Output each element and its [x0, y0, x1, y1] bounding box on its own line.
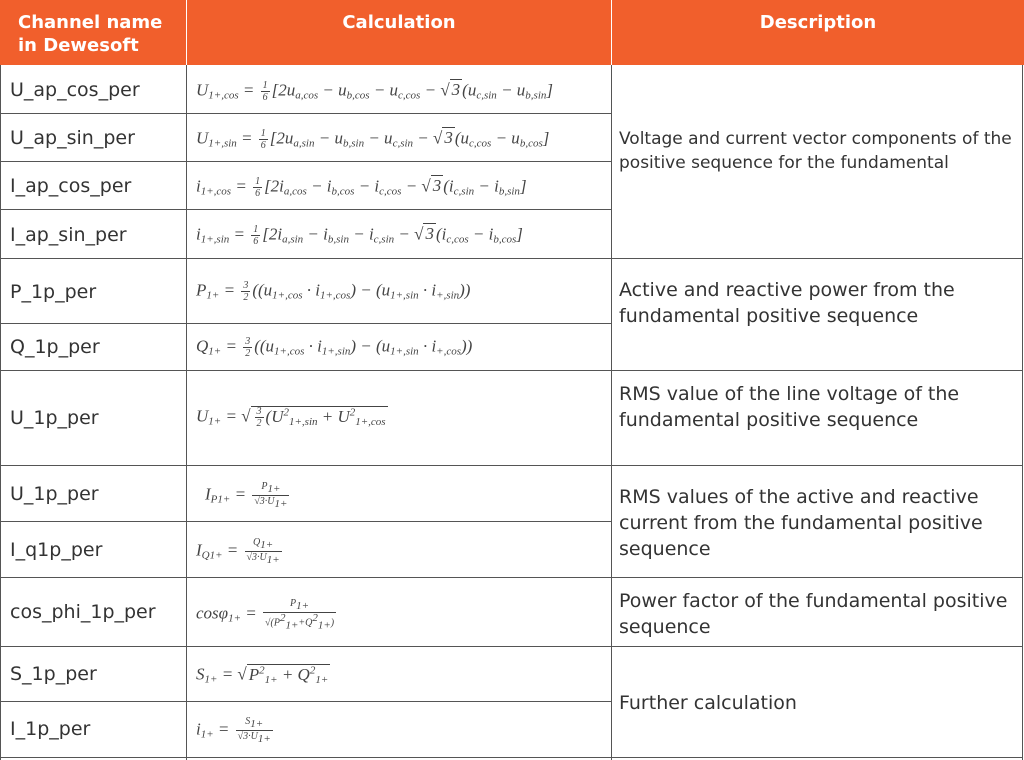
channel-name: S_1p_per [10, 663, 97, 685]
description: Voltage and current vector components of the positive sequence for the fundamental [619, 129, 1012, 173]
grid-line [0, 465, 1023, 466]
grid-line [0, 161, 612, 162]
formula: $U_{1+}$ = √ $\frac{3}{2}$ ($U^2_{1+,sin} + U^2_{1+,cos}$ [196, 406, 386, 430]
header-channel-line2: in Dewesoft [18, 35, 139, 56]
description: Further calculation [619, 692, 797, 714]
description: RMS values of the active and reactive current from the fundamental positive sequence [619, 486, 983, 560]
channel-name: U_1p_per [10, 483, 99, 505]
formula: cosφ$_{1+}$ = $\frac{P_{1+}}{√(P^2_{1+}+Q^2_{1+})}$ [196, 598, 335, 632]
grid-line [0, 323, 612, 324]
formula: $U_{1+,sin}$ = $\frac{1}{6}$ [$2u_{a,sin} - u_{b,sin} - u_{c,sin}$ − √ 3 $(u_{c,cos} - u_{b,cos}]$ [196, 128, 550, 151]
description: Active and reactive power from the fundamental positive sequence [619, 279, 955, 327]
grid-line [0, 757, 1023, 758]
grid-line [1022, 65, 1023, 760]
formula: $i_{1+}$ = $\frac{S_{1+}}{√3\cdot U_{1+}}$ [196, 716, 271, 745]
formula: $I_{P1+}$ = $\frac{P_{1+}}{√3\cdot U_{1+}}$ [205, 481, 288, 510]
header-calculation-label: Calculation [342, 12, 456, 33]
grid-line [0, 701, 612, 702]
channel-name: I_ap_sin_per [10, 224, 127, 246]
grid-line [0, 113, 612, 114]
channel-name: U_ap_cos_per [10, 79, 140, 101]
description: RMS value of the line voltage of the fundamental positive sequence [619, 383, 960, 431]
formula: $U_{1+,cos}$ = $\frac{1}{6}$ [$2u_{a,cos} - u_{b,cos} - u_{c,cos}$ − √ 3 $(u_{c,sin} - u_{b,sin}]$ [196, 80, 554, 103]
formula: $i_{1+,sin}$ = $\frac{1}{6}$ [$2i_{a,sin} - i_{b,sin} - i_{c,sin}$ − √ 3 $(i_{c,cos} - i_{b,cos}]$ [196, 224, 523, 247]
grid-line [0, 258, 1023, 259]
formula: $i_{1+,cos}$ = $\frac{1}{6}$ [$2i_{a,cos} - i_{b,cos} - i_{c,cos}$ − √ 3 $(i_{c,sin} - i_{b,sin}]$ [196, 176, 527, 199]
channel-name: P_1p_per [10, 281, 97, 303]
channel-name: U_ap_sin_per [10, 127, 135, 149]
channel-name: cos_phi_1p_per [10, 601, 156, 623]
header-description-label: Description [759, 12, 877, 33]
header-description [612, 0, 1024, 65]
channel-name: I_ap_cos_per [10, 175, 132, 197]
grid-line [0, 65, 1, 760]
channel-name: I_1p_per [10, 718, 91, 740]
formula: $Q_{1+}$ = $\frac{3}{2}$ $((u_{1+,cos} \cdot i_{1+,sin}) - (u_{1+,sin} \cdot i_{+,cos}))$ [196, 336, 473, 359]
grid-line [0, 209, 612, 210]
header-channel-name [0, 0, 186, 65]
header-divider [611, 0, 612, 65]
grid-line [611, 65, 612, 760]
grid-line [186, 65, 187, 760]
grid-line [0, 370, 1023, 371]
formula: $S_{1+}$ = √ $P^2_{1+} + Q^2_{1+}$ [196, 664, 329, 686]
description: Power factor of the fundamental positive sequence [619, 590, 1008, 638]
header-channel-line1: Channel name [18, 12, 163, 33]
header-calculation [187, 0, 611, 65]
grid-line [0, 521, 612, 522]
channel-name: U_1p_per [10, 407, 99, 429]
formula: $I_{Q1+}$ = $\frac{Q_{1+}}{√3\cdot U_{1+}}$ [196, 537, 280, 566]
channel-name: I_q1p_per [10, 539, 103, 561]
grid-line [0, 646, 1023, 647]
formula: $P_{1+}$ = $\frac{3}{2}$ $((u_{1+,cos} \cdot i_{1+,cos}) - (u_{1+,sin} \cdot i_{+,sin}))$ [196, 280, 471, 303]
header-divider [186, 0, 187, 65]
channel-name: Q_1p_per [10, 336, 100, 358]
grid-line [0, 577, 1023, 578]
